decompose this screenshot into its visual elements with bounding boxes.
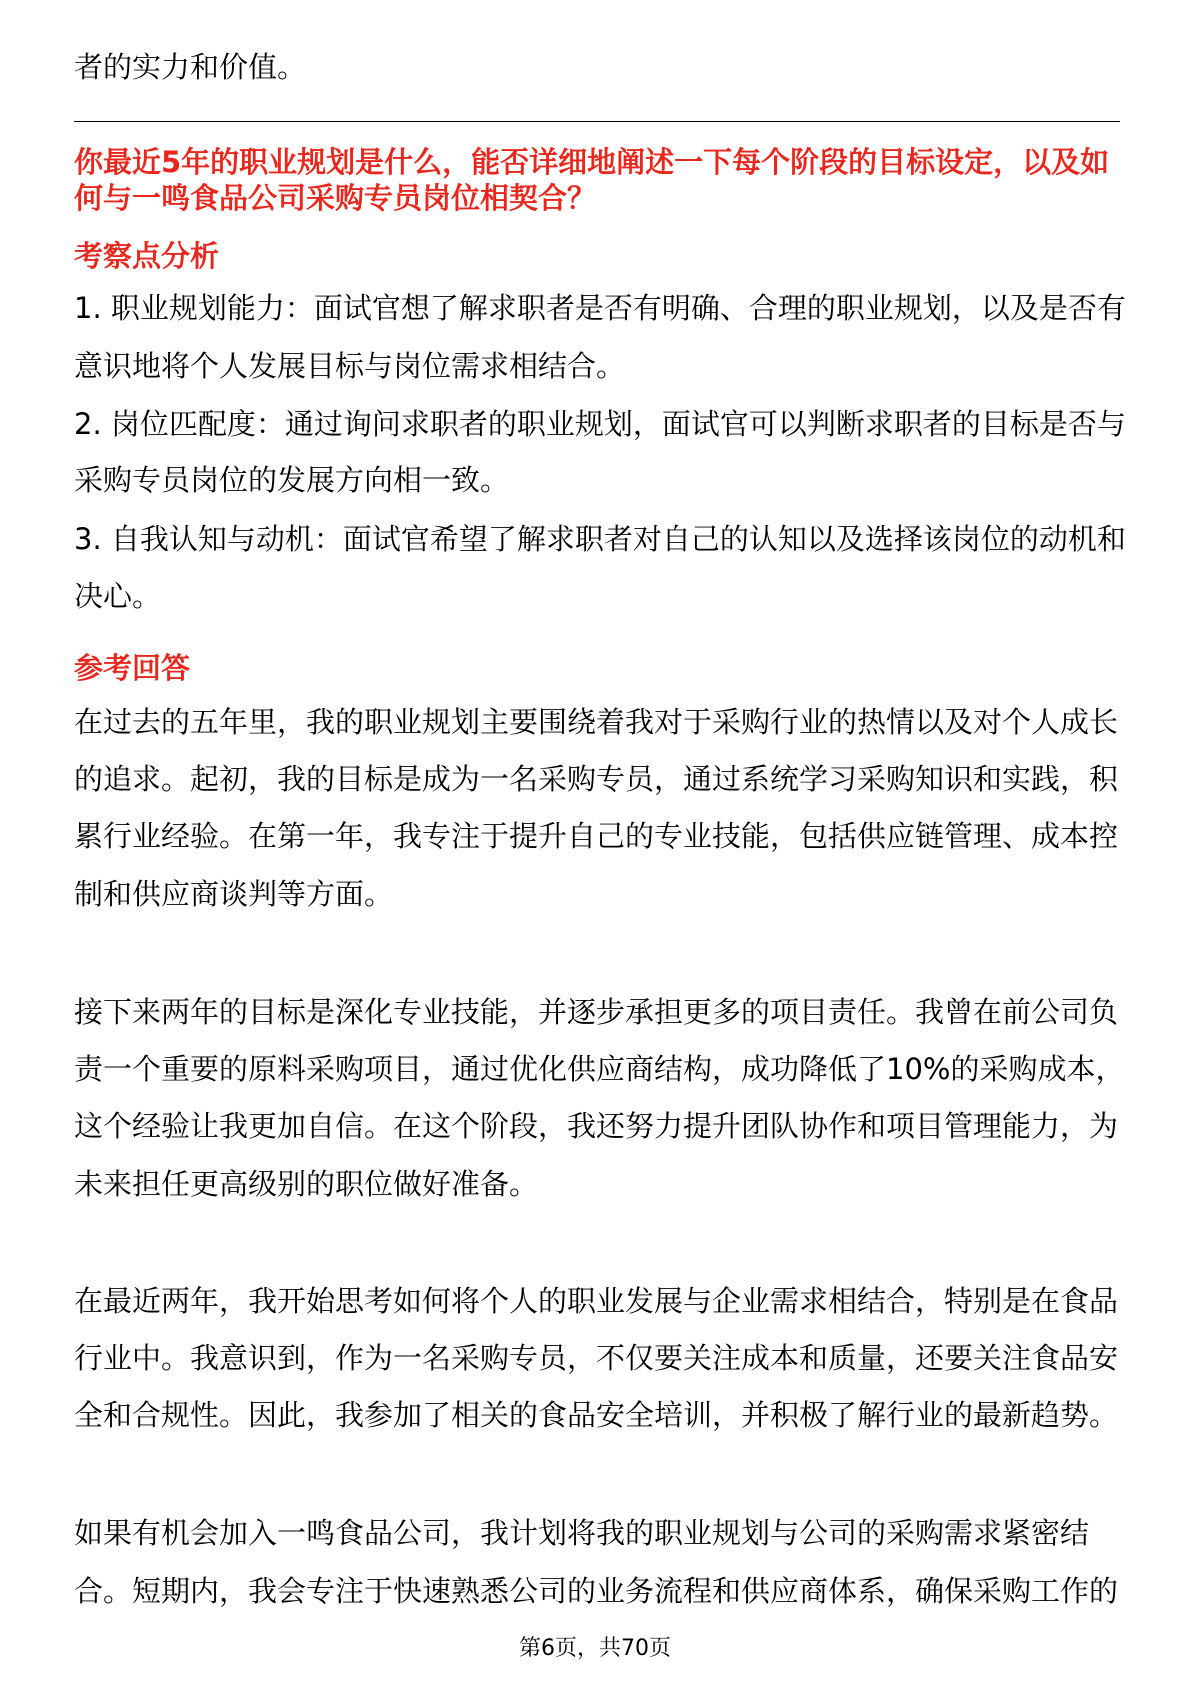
answer-line: 接下来两年的目标是深化专业技能，并逐步承担更多的项目责任。我曾在前公司负 xyxy=(74,995,1119,1029)
answer-line: 合。短期内，我会专注于快速熟悉公司的业务流程和供应商体系，确保采购工作的 xyxy=(74,1574,1119,1608)
answer-line: 责一个重要的原料采购项目，通过优化供应商结构，成功降低了10%的采购成本， xyxy=(74,1052,1125,1086)
answer-heading: 参考回答 xyxy=(74,651,191,685)
answer-line: 如果有机会加入一鸣食品公司，我计划将我的职业规划与公司的采购需求紧密结 xyxy=(74,1516,1090,1550)
answer-line: 制和供应商谈判等方面。 xyxy=(74,877,394,911)
section-divider xyxy=(74,121,1120,122)
analysis-heading: 考察点分析 xyxy=(74,239,220,273)
answer-line: 的追求。起初，我的目标是成为一名采购专员，通过系统学习采购知识和实践，积 xyxy=(74,762,1119,796)
answer-line: 全和合规性。因此，我参加了相关的食品安全培训，并积极了解行业的最新趋势。 xyxy=(74,1398,1119,1432)
analysis-item-line: 1. 职业规划能力：面试官想了解求职者是否有明确、合理的职业规划，以及是否有 xyxy=(74,291,1126,325)
analysis-item-line: 2. 岗位匹配度：通过询问求职者的职业规划，面试官可以判断求职者的目标是否与 xyxy=(74,407,1126,441)
answer-line: 在过去的五年里，我的职业规划主要围绕着我对于采购行业的热情以及对个人成长 xyxy=(74,705,1119,739)
continued-text: 者的实力和价值。 xyxy=(74,50,307,84)
answer-line: 这个经验让我更加自信。在这个阶段，我还努力提升团队协作和项目管理能力，为 xyxy=(74,1109,1119,1143)
analysis-item-line: 决心。 xyxy=(74,579,162,613)
answer-line: 累行业经验。在第一年，我专注于提升自己的专业技能，包括供应链管理、成本控 xyxy=(74,819,1119,853)
analysis-item-line: 意识地将个人发展目标与岗位需求相结合。 xyxy=(74,349,626,383)
answer-line: 在最近两年，我开始思考如何将个人的职业发展与企业需求相结合，特别是在食品 xyxy=(74,1284,1119,1318)
question-line: 何与一鸣食品公司采购专员岗位相契合？ xyxy=(74,181,597,215)
analysis-item-line: 3. 自我认知与动机：面试官希望了解求职者对自己的认知以及选择该岗位的动机和 xyxy=(74,522,1126,556)
question-line: 你最近5年的职业规划是什么，能否详细地阐述一下每个阶段的目标设定，以及如 xyxy=(74,145,1110,179)
answer-line: 未来担任更高级别的职位做好准备。 xyxy=(74,1167,539,1201)
answer-line: 行业中。我意识到，作为一名采购专员，不仅要关注成本和质量，还要关注食品安 xyxy=(74,1341,1119,1375)
analysis-item-line: 采购专员岗位的发展方向相一致。 xyxy=(74,463,510,497)
page-number: 第6页，共70页 xyxy=(519,1636,671,1661)
